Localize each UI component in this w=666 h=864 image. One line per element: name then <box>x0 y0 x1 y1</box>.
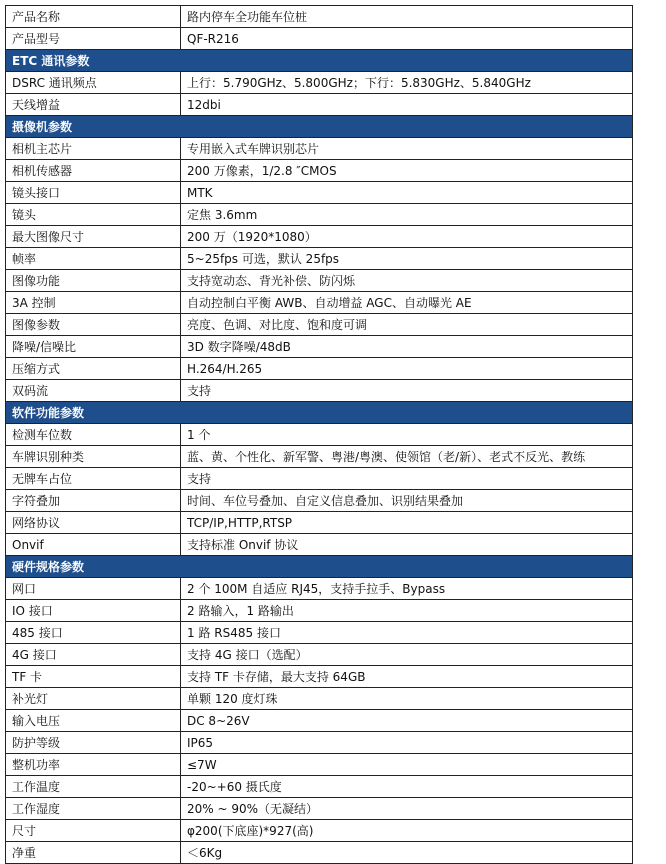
param-label: 4G 接口 <box>6 644 181 666</box>
table-row <box>6 732 633 754</box>
param-value: 200 万（1920*1080） <box>181 226 633 248</box>
table-row <box>6 776 633 798</box>
table-row <box>6 600 633 622</box>
param-label: 镜头接口 <box>6 182 181 204</box>
param-label: 车牌识别种类 <box>6 446 181 468</box>
param-value: IP65 <box>181 732 633 754</box>
param-value: 2 路输入，1 路输出 <box>181 600 633 622</box>
param-value: 3D 数字降噪/48dB <box>181 336 633 358</box>
param-value: 时间、车位号叠加、自定义信息叠加、识别结果叠加 <box>181 490 633 512</box>
param-label: 字符叠加 <box>6 490 181 512</box>
table-row <box>6 424 633 446</box>
param-label: Onvif <box>6 534 181 556</box>
param-value: 蓝、黄、个性化、新军警、粤港/粤澳、使领馆（老/新）、老式不反光、教练 <box>181 446 633 468</box>
param-label: 无牌车占位 <box>6 468 181 490</box>
param-value: 专用嵌入式车牌识别芯片 <box>181 138 633 160</box>
table-row <box>6 622 633 644</box>
table-row <box>6 314 633 336</box>
table-row <box>6 270 633 292</box>
param-label: DSRC 通讯频点 <box>6 72 181 94</box>
table-row <box>6 820 633 842</box>
table-row <box>6 446 633 468</box>
param-value: DC 8~26V <box>181 710 633 732</box>
table-row <box>6 94 633 116</box>
table-row <box>6 512 633 534</box>
param-label: 补光灯 <box>6 688 181 710</box>
param-label: 净重 <box>6 842 181 864</box>
param-value: TCP/IP,HTTP,RTSP <box>181 512 633 534</box>
param-value: 支持 <box>181 380 633 402</box>
table-row <box>6 688 633 710</box>
param-value: 上行：5.790GHz、5.800GHz；下行：5.830GHz、5.840GHz <box>181 72 633 94</box>
param-value: 12dbi <box>181 94 633 116</box>
table-row <box>6 72 633 94</box>
param-label: 工作温度 <box>6 776 181 798</box>
param-value: 5~25fps 可选，默认 25fps <box>181 248 633 270</box>
param-label: 压缩方式 <box>6 358 181 380</box>
section-header <box>6 116 633 138</box>
table-row <box>6 666 633 688</box>
param-value: 支持 TF 卡存储，最大支持 64GB <box>181 666 633 688</box>
param-label: 485 接口 <box>6 622 181 644</box>
param-value: 1 路 RS485 接口 <box>181 622 633 644</box>
param-value: φ200(下底座)*927(高) <box>181 820 633 842</box>
param-value: 路内停车全功能车位桩 <box>181 6 633 28</box>
table-row <box>6 248 633 270</box>
param-value: ＜6Kg <box>181 842 633 864</box>
param-value: 支持标准 Onvif 协议 <box>181 534 633 556</box>
section-header <box>6 556 633 578</box>
param-value: 支持宽动态、背光补偿、防闪烁 <box>181 270 633 292</box>
param-value: 20% ~ 90%（无凝结） <box>181 798 633 820</box>
param-label: 防护等级 <box>6 732 181 754</box>
section-title: 软件功能参数 <box>6 402 633 424</box>
param-value: 1 个 <box>181 424 633 446</box>
param-value: 单颗 120 度灯珠 <box>181 688 633 710</box>
param-value: QF-R216 <box>181 28 633 50</box>
table-row <box>6 644 633 666</box>
param-value: 2 个 100M 自适应 RJ45，支持手拉手、Bypass <box>181 578 633 600</box>
spec-table-body <box>6 6 633 864</box>
section-header <box>6 50 633 72</box>
param-label: 相机主芯片 <box>6 138 181 160</box>
table-row <box>6 358 633 380</box>
param-label: 工作湿度 <box>6 798 181 820</box>
param-label: 3A 控制 <box>6 292 181 314</box>
section-title: 硬件规格参数 <box>6 556 633 578</box>
param-value: -20~+60 摄氏度 <box>181 776 633 798</box>
param-label: 产品型号 <box>6 28 181 50</box>
table-row <box>6 754 633 776</box>
param-value: 自动控制白平衡 AWB、自动增益 AGC、自动曝光 AE <box>181 292 633 314</box>
param-value: 亮度、色调、对比度、饱和度可调 <box>181 314 633 336</box>
param-label: 尺寸 <box>6 820 181 842</box>
param-label: 图像功能 <box>6 270 181 292</box>
param-value: 支持 <box>181 468 633 490</box>
table-row <box>6 160 633 182</box>
table-row <box>6 578 633 600</box>
table-row <box>6 138 633 160</box>
param-value: H.264/H.265 <box>181 358 633 380</box>
section-title: 摄像机参数 <box>6 116 633 138</box>
table-row <box>6 380 633 402</box>
table-row <box>6 534 633 556</box>
section-header <box>6 402 633 424</box>
table-row <box>6 468 633 490</box>
table-row <box>6 336 633 358</box>
param-label: 网络协议 <box>6 512 181 534</box>
param-label: 相机传感器 <box>6 160 181 182</box>
param-value: ≤7W <box>181 754 633 776</box>
param-label: 产品名称 <box>6 6 181 28</box>
table-row <box>6 28 633 50</box>
table-row <box>6 842 633 864</box>
table-row <box>6 6 633 28</box>
table-row <box>6 292 633 314</box>
param-value: 200 万像素，1/2.8 ″CMOS <box>181 160 633 182</box>
param-label: 天线增益 <box>6 94 181 116</box>
param-label: 镜头 <box>6 204 181 226</box>
param-value: MTK <box>181 182 633 204</box>
table-row <box>6 710 633 732</box>
param-label: 双码流 <box>6 380 181 402</box>
param-label: 图像参数 <box>6 314 181 336</box>
param-label: IO 接口 <box>6 600 181 622</box>
spec-table <box>5 5 633 864</box>
param-label: 输入电压 <box>6 710 181 732</box>
param-label: 网口 <box>6 578 181 600</box>
param-label: TF 卡 <box>6 666 181 688</box>
table-row <box>6 798 633 820</box>
param-value: 定焦 3.6mm <box>181 204 633 226</box>
table-row <box>6 204 633 226</box>
param-value: 支持 4G 接口（选配） <box>181 644 633 666</box>
table-row <box>6 226 633 248</box>
param-label: 帧率 <box>6 248 181 270</box>
table-row <box>6 182 633 204</box>
section-title: ETC 通讯参数 <box>6 50 633 72</box>
param-label: 检测车位数 <box>6 424 181 446</box>
param-label: 最大图像尺寸 <box>6 226 181 248</box>
table-row <box>6 490 633 512</box>
param-label: 降噪/信噪比 <box>6 336 181 358</box>
param-label: 整机功率 <box>6 754 181 776</box>
